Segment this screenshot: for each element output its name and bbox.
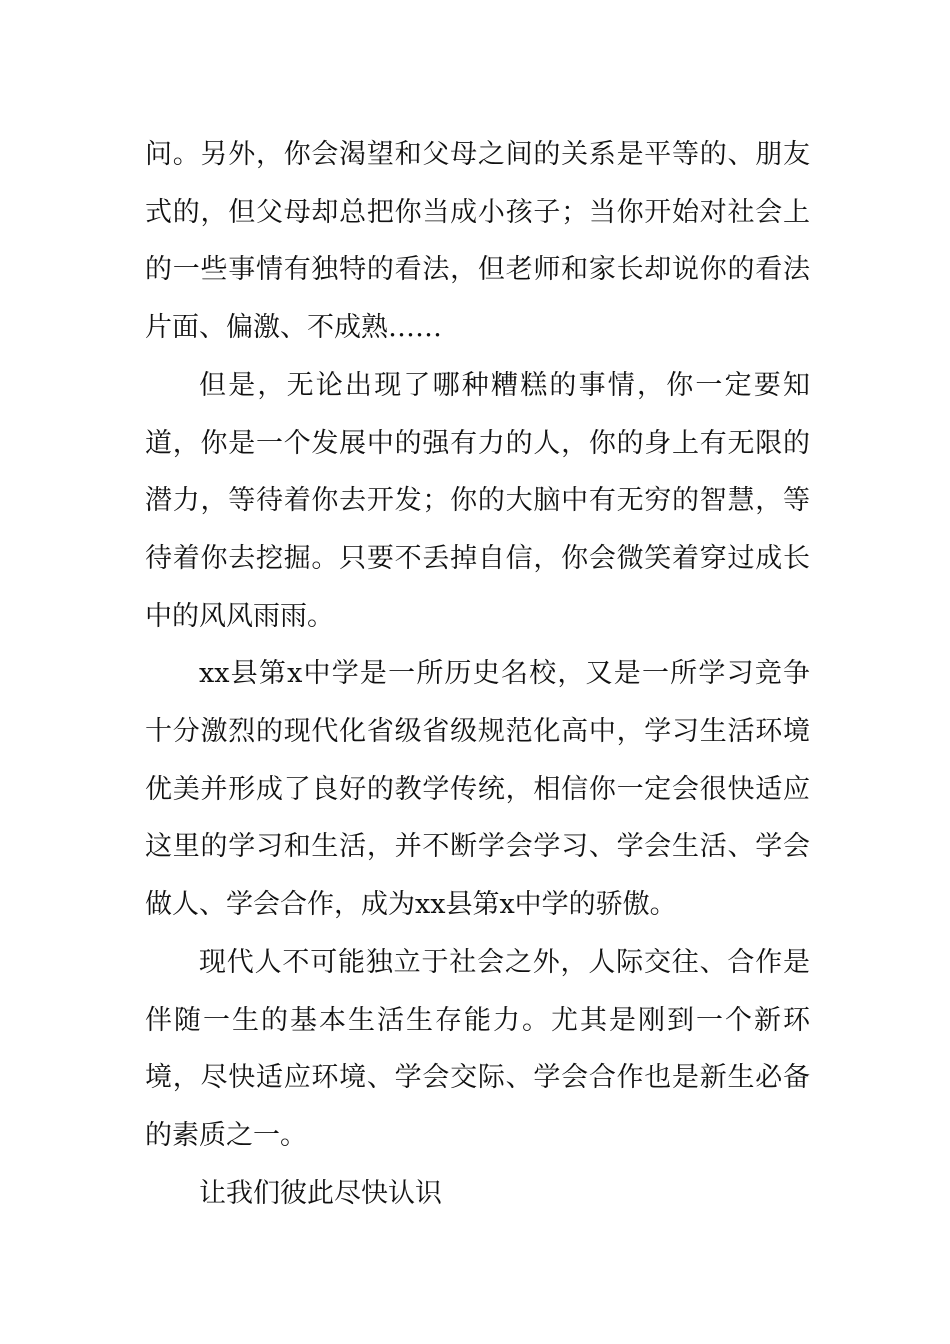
paragraph-heading-know-each-other: 让我们彼此尽快认识 — [199, 1177, 442, 1209]
paragraph-school: xx县第x中学是一所历史名校，又是一所学习竞争十分激烈的现代化省级省级规范化高中，学习生活环境优美并形成了良好的教学传统，相信你一定会很快适应这里的学习和生活，并不断学会学习、学会生活、学会做人、学会合作，成为xx县第x中学的骄傲。 — [145, 658, 810, 921]
paragraph-confidence: 但是，无论出现了哪种糟糕的事情，你一定要知道，你是一个发展中的强有力的人，你的身上有无限的潜力，等待着你去开发；你的大脑中有无穷的智慧，等待着你去挖掘。只要不丢掉自信，你会微笑着穿过成长中的风风雨雨。 — [145, 369, 810, 632]
paragraph-cooperation: 现代人不可能独立于社会之外，人际交往、合作是伴随一生的基本生活生存能力。尤其是刚到一个新环境，尽快适应环境、学会交际、学会合作也是新生必备的素质之一。 — [145, 946, 810, 1151]
document-body — [145, 126, 810, 1222]
paragraph-continuation: 问。另外，你会渴望和父母之间的关系是平等的、朋友式的，但父母却总把你当成小孩子；当你开始对社会上的一些事情有独特的看法，但老师和家长却说你的看法片面、偏激、不成熟…… — [145, 139, 810, 344]
